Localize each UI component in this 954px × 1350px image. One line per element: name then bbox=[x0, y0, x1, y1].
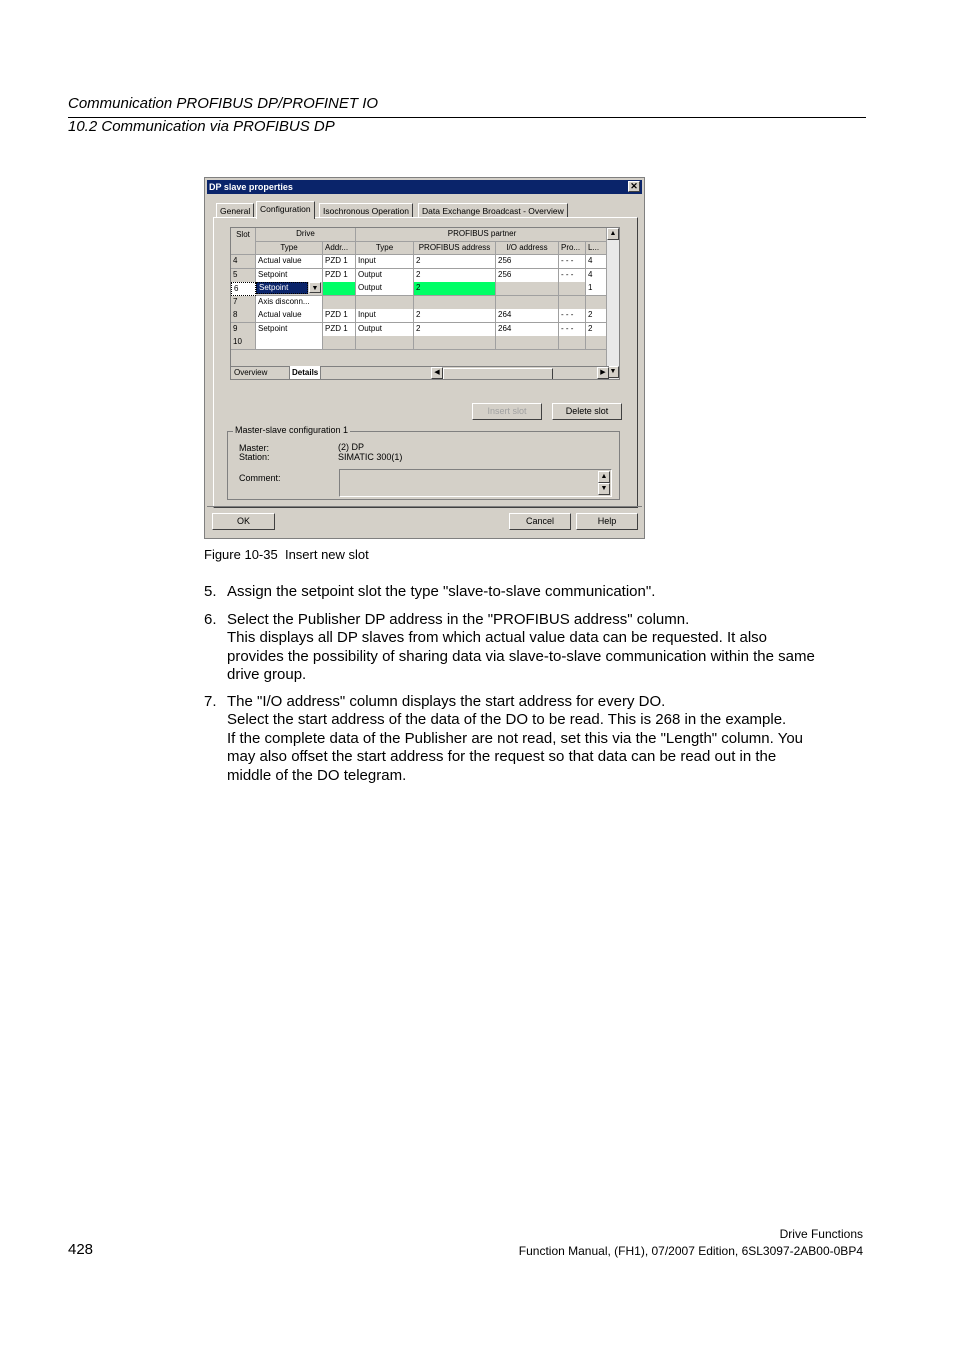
table-cell-addr bbox=[323, 336, 356, 350]
station-value: SIMATIC 300(1) bbox=[338, 452, 403, 462]
table-cell-io[interactable] bbox=[496, 282, 559, 296]
table-cell-slot: 10 bbox=[231, 336, 256, 350]
table-cell-slot: 9 bbox=[231, 323, 256, 337]
station-label: Station: bbox=[239, 452, 270, 462]
col-profibus-partner-header: PROFIBUS partner bbox=[356, 228, 609, 242]
step-line: drive group. bbox=[227, 666, 307, 684]
comment-scroll-down-icon[interactable]: ▼ bbox=[598, 483, 610, 495]
table-cell-pro bbox=[559, 336, 586, 350]
master-label: Master: bbox=[239, 443, 270, 453]
table-cell-dtype[interactable] bbox=[256, 336, 323, 350]
table-cell-io[interactable]: 256 bbox=[496, 255, 559, 269]
table-cell-len[interactable]: 4 bbox=[586, 255, 609, 269]
table-cell-addr bbox=[323, 282, 356, 296]
master-value: (2) DP bbox=[338, 442, 365, 452]
close-icon[interactable]: ✕ bbox=[628, 181, 640, 192]
step-line: Select the Publisher DP address in the "PROFIBUS address" column. bbox=[227, 611, 690, 628]
col-drive-type: Type bbox=[256, 242, 323, 255]
running-header-chapter: Communication PROFIBUS DP/PROFINET IO bbox=[68, 95, 379, 112]
running-header-section: 10.2 Communication via PROFIBUS DP bbox=[68, 118, 335, 135]
cancel-button[interactable]: Cancel bbox=[509, 513, 571, 530]
dialog-title: DP slave properties bbox=[209, 182, 293, 192]
table-cell-slot: 4 bbox=[231, 255, 256, 269]
table-cell-slot: 6 bbox=[231, 282, 256, 296]
table-cell-dtype[interactable]: Actual value bbox=[256, 255, 323, 269]
master-slave-group-label: Master-slave configuration 1 bbox=[235, 425, 349, 435]
figure-number: Figure 10-35 bbox=[204, 547, 278, 562]
tab-data-exchange-broadcast[interactable]: Data Exchange Broadcast - Overview bbox=[418, 203, 568, 218]
table-cell-slot: 5 bbox=[231, 269, 256, 283]
table-cell-addr: PZD 1 bbox=[323, 323, 356, 337]
table-cell-ptype: Output bbox=[356, 269, 414, 283]
step-7 bbox=[204, 693, 864, 785]
col-length: L... bbox=[586, 242, 609, 255]
table-cell-len[interactable]: 2 bbox=[586, 309, 609, 323]
comment-field[interactable] bbox=[339, 469, 612, 497]
table-cell-paddr[interactable] bbox=[414, 296, 496, 310]
table-cell-io[interactable]: 264 bbox=[496, 323, 559, 337]
step-line: middle of the DO telegram. bbox=[227, 766, 407, 784]
sheet-tab-bar bbox=[231, 366, 609, 380]
col-partner-type: Type bbox=[356, 242, 414, 255]
table-cell-paddr[interactable]: 2 bbox=[414, 269, 496, 283]
footer-title: Drive Functions bbox=[779, 1227, 863, 1241]
table-cell-ptype: Input bbox=[356, 309, 414, 323]
step-line: may also offset the start address for the request so that data can be read out in the bbox=[227, 748, 777, 766]
dialog-title-bar bbox=[207, 180, 642, 194]
comment-label: Comment: bbox=[239, 473, 281, 483]
scroll-left-icon[interactable]: ◀ bbox=[431, 367, 443, 379]
step-line: provides the possibility of sharing data via slave-to-slave communication within the same bbox=[227, 647, 815, 665]
page-number: 428 bbox=[68, 1241, 94, 1258]
delete-slot-button[interactable]: Delete slot bbox=[552, 403, 622, 420]
table-cell-paddr[interactable]: 2 bbox=[414, 282, 496, 296]
col-slot-header: Slot bbox=[231, 228, 256, 255]
table-cell-addr: PZD 1 bbox=[323, 255, 356, 269]
ok-button[interactable]: OK bbox=[212, 513, 275, 530]
step-line: The "I/O address" column displays the start address for every DO. bbox=[227, 693, 666, 710]
figure-caption bbox=[204, 547, 369, 562]
table-cell-pro: - - - bbox=[559, 255, 586, 269]
step-line: If the complete data of the Publisher are not read, set this via the "Length" column. You bbox=[227, 729, 804, 747]
table-cell-dtype[interactable]: Setpoint bbox=[256, 269, 323, 283]
scroll-right-icon[interactable]: ▶ bbox=[597, 367, 609, 379]
figure-title: Insert new slot bbox=[284, 547, 369, 562]
horizontal-scroll-thumb[interactable] bbox=[443, 368, 553, 380]
table-cell-paddr[interactable] bbox=[414, 336, 496, 350]
col-profibus-address: PROFIBUS address bbox=[414, 242, 496, 255]
table-cell-ptype: Input bbox=[356, 255, 414, 269]
table-cell-dtype[interactable]: Axis disconn... bbox=[256, 296, 323, 310]
table-cell-paddr[interactable]: 2 bbox=[414, 255, 496, 269]
table-cell-io[interactable] bbox=[496, 336, 559, 350]
insert-slot-button[interactable]: Insert slot bbox=[472, 403, 542, 420]
table-cell-pro: - - - bbox=[559, 269, 586, 283]
table-cell-len[interactable]: 1 bbox=[586, 282, 609, 296]
chevron-down-icon[interactable]: ▼ bbox=[309, 282, 321, 293]
table-cell-ptype: Output bbox=[356, 323, 414, 337]
table-cell-addr: PZD 1 bbox=[323, 269, 356, 283]
table-vertical-scrollbar[interactable] bbox=[606, 228, 619, 379]
help-button[interactable]: Help bbox=[576, 513, 638, 530]
table-cell-pro: - - - bbox=[559, 323, 586, 337]
tab-configuration[interactable]: Configuration bbox=[256, 201, 315, 219]
step-line: Assign the setpoint slot the type "slave-to-slave communication". bbox=[227, 583, 656, 600]
table-cell-len[interactable]: 4 bbox=[586, 269, 609, 283]
footer-manual: Function Manual, (FH1), 07/2007 Edition, 6SL3097-2AB00-0BP4 bbox=[518, 1244, 863, 1258]
table-cell-io[interactable]: 264 bbox=[496, 309, 559, 323]
table-cell-slot: 7 bbox=[231, 296, 256, 310]
step-line: Select the start address of the data of the DO to be read. This is 268 in the example. bbox=[227, 711, 787, 729]
scroll-down-icon[interactable]: ▼ bbox=[607, 366, 619, 378]
table-cell-pro: - - - bbox=[559, 309, 586, 323]
table-cell-dtype[interactable]: Actual value bbox=[256, 309, 323, 323]
col-io-address: I/O address bbox=[496, 242, 559, 255]
table-cell-addr bbox=[323, 296, 356, 310]
type-select-value[interactable]: Setpoint bbox=[256, 282, 308, 294]
sheet-tab-details[interactable]: Details bbox=[289, 366, 321, 380]
table-cell-addr: PZD 1 bbox=[323, 309, 356, 323]
table-cell-io[interactable] bbox=[496, 296, 559, 310]
col-process-image: Pro... bbox=[559, 242, 586, 255]
table-cell-paddr[interactable]: 2 bbox=[414, 323, 496, 337]
step-number: 7. bbox=[204, 693, 217, 710]
dialog-divider bbox=[207, 506, 642, 507]
table-cell-pro bbox=[559, 282, 586, 296]
table-cell-slot: 8 bbox=[231, 309, 256, 323]
table-cell-paddr[interactable]: 2 bbox=[414, 309, 496, 323]
col-drive-addr: Addr... bbox=[323, 242, 356, 255]
sheet-tab-overview[interactable]: Overview bbox=[234, 368, 268, 377]
table-cell-dtype[interactable]: Setpoint bbox=[256, 323, 323, 337]
step-5 bbox=[204, 583, 864, 601]
step-number: 6. bbox=[204, 611, 217, 628]
tab-isochronous-operation[interactable]: Isochronous Operation bbox=[319, 203, 413, 218]
table-cell-pro bbox=[559, 296, 586, 310]
table-cell-len[interactable]: 2 bbox=[586, 323, 609, 337]
table-cell-io[interactable]: 256 bbox=[496, 269, 559, 283]
table-cell-ptype bbox=[356, 296, 414, 310]
step-number: 5. bbox=[204, 583, 217, 600]
step-line: This displays all DP slaves from which actual value data can be requested. It also bbox=[227, 629, 767, 647]
tab-general[interactable]: General bbox=[216, 203, 254, 218]
scroll-up-icon[interactable]: ▲ bbox=[607, 228, 619, 240]
table-cell-ptype: Output bbox=[356, 282, 414, 296]
table-cell-dtype[interactable] bbox=[256, 282, 323, 296]
step-6 bbox=[204, 611, 864, 685]
table-cell-ptype bbox=[356, 336, 414, 350]
slot-table bbox=[230, 227, 620, 380]
comment-scroll-up-icon[interactable]: ▲ bbox=[598, 471, 610, 483]
dp-slave-properties-dialog bbox=[204, 177, 645, 539]
col-drive-header: Drive bbox=[256, 228, 356, 242]
